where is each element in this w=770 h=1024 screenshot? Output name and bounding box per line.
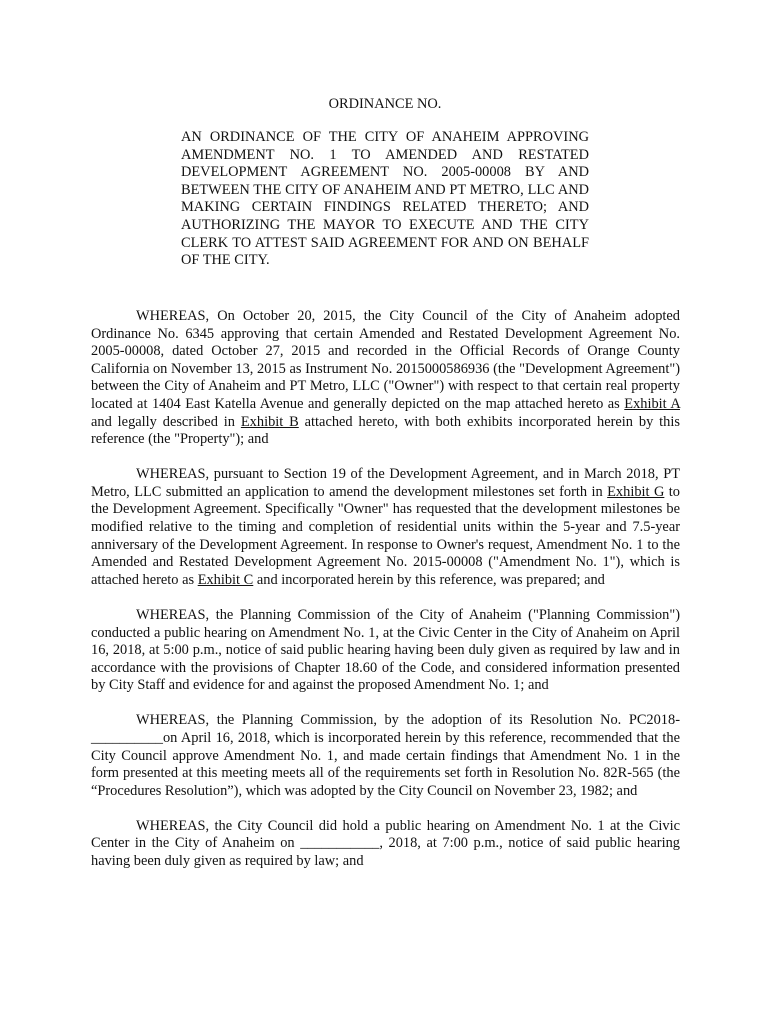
recital-2-text-b: to the Development Agreement. Specifically "Owner" has requested that the development milestones be modified relative to the timing and completion of residential units within the 5-year and 7.5-year anniversary of the Development Agreement. In response to Owner's request, Amendment No. 1 to the Amended and Restated Development Agreement No. 2015-00008 ("Amendment No. 1"), which is attached hereto as — [91, 483, 680, 588]
recital-5-text-b: , 2018, at 7:00 p.m., notice of said public hearing having been duly given as required by law; and — [91, 835, 680, 870]
recital-1-text-c: attached hereto, with both exhibits incorporated herein by this reference (the "Property"); and — [91, 413, 680, 448]
exhibit-g-reference: Exhibit G — [607, 483, 665, 500]
exhibit-a-reference: Exhibit A — [624, 395, 680, 412]
ordinance-caption: AN ORDINANCE OF THE CITY OF ANAHEIM APPROVING AMENDMENT NO. 1 TO AMENDED AND RESTATED DEVELOPMENT AGREEMENT NO. 2005-00008 BY AND BETWEEN THE CITY OF ANAHEIM AND PT METRO, LLC AND MAKING CERTAIN FINDINGS RELATED THERETO; AND AUTHORIZING THE MAYOR TO EXECUTE AND THE CITY CLERK TO ATTEST SAID AGREEMENT FOR AND ON BEHALF OF THE CITY. — [181, 129, 589, 269]
ordinance-title: ORDINANCE NO. — [328, 96, 442, 112]
recital-paragraph-3: WHEREAS, the Planning Commission of the City of Anaheim ("Planning Commission") conducted a public hearing on Amendment No. 1, at the Civic Center in the City of Anaheim on April 16, 2018, at 5:00 p.m., notice of said public hearing having been duly given as required by law and in accordance with the provisions of Chapter 18.60 of the Code, and considered information presented by City Staff and evidence for and against the proposed Amendment No. 1; and — [91, 606, 680, 694]
recital-paragraph-2 — [91, 466, 680, 589]
recital-2-text-a: WHEREAS, pursuant to Section 19 of the Development Agreement, and in March 2018, PT Metro, LLC submitted an application to amend the development milestones set forth in — [91, 466, 680, 500]
recital-1-text-a: WHEREAS, On October 20, 2015, the City Council of the City of Anaheim adopted Ordinance No. 6345 approving that certain Amended and Restated Development Agreement No. 2005-00008, dated October 27, 2015 and recorded in the Official Records of Orange County California on November 13, 2015 as Instrument No. 2015000586936 (the "Development Agreement") between the City of Anaheim and PT Metro, LLC ("Owner") with respect to that certain real property located at 1404 East Katella Avenue and generally depicted on the map attached hereto as — [91, 308, 680, 412]
recital-paragraph-4 — [91, 712, 680, 800]
exhibit-c-reference: Exhibit C — [197, 571, 254, 588]
recital-1-text-b: and legally described in — [91, 413, 241, 430]
recital-paragraph-5 — [91, 818, 680, 871]
recital-4-text-b: on April 16, 2018, which is incorporated herein by this reference, recommended that the City Council approve Amendment No. 1, and made certain findings that Amendment No. 1 in the form presented at this meeting meets all of the requirements set forth in Resolution No. 82R-565 (the “Procedures Resolution”), which was adopted by the City Council on November 23, 1982; and — [91, 729, 680, 799]
recital-5-text-a: WHEREAS, the City Council did hold a public hearing on Amendment No. 1 at the Civic Center in the City of Anaheim on — [91, 817, 680, 852]
recitals — [91, 308, 680, 888]
recital-2-text-c: and incorporated herein by this reference, was prepared; and — [253, 571, 605, 588]
recital-paragraph-1 — [91, 308, 680, 449]
recital-4-text-a: WHEREAS, the Planning Commission, by the adoption of its Resolution No. PC2018- — [136, 712, 680, 729]
exhibit-b-reference: Exhibit B — [240, 413, 299, 430]
resolution-number-blank: __________ — [91, 729, 163, 746]
hearing-date-blank: ___________ — [300, 835, 380, 852]
